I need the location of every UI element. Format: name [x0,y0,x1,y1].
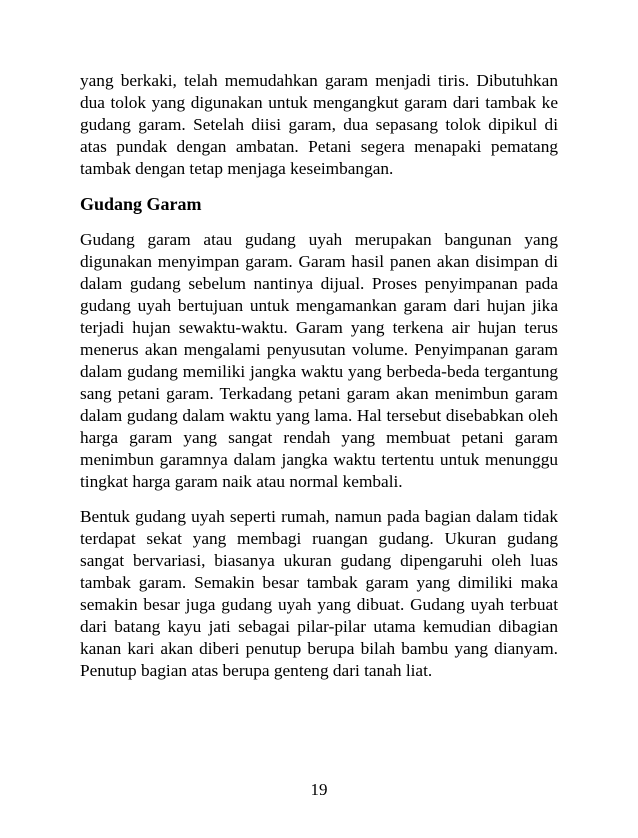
paragraph-bentuk-gudang: Bentuk gudang uyah seperti rumah, namun pada bagian dalam tidak terdapat sekat yang membagi ruangan gudang. Ukuran gudang sangat bervariasi, biasanya ukuran gudang dipengaruhi oleh luas tambak garam. Semakin besar tambak garam yang dimiliki maka semakin besar juga gudang uyah yang dibuat. Gudang uyah terbuat dari batang kayu jati sebagai pilar-pilar utama kemudian dibagian kanan kari akan diberi penutup berupa bilah bambu yang dianyam. Penutup bagian atas berupa genteng dari tanah liat. [80,507,558,680]
page-body [80,70,558,695]
paragraph-intro: yang berkaki, telah memudahkan garam menjadi tiris. Dibutuhkan dua tolok yang digunakan untuk mengangkut garam dari tambak ke gudang garam. Setelah diisi garam, dua sepasang tolok dipikul di atas pundak dengan ambatan. Petani segera menapaki pematang tambak dengan tetap menjaga keseimbangan. [80,71,558,178]
page-number: 19 [310,780,328,799]
section-heading: Gudang Garam [80,194,202,214]
paragraph-gudang-garam: Gudang garam atau gudang uyah merupakan bangunan yang digunakan menyimpan garam. Garam hasil panen akan disimpan di dalam gudang sebelum nantinya dijual. Proses penyimpanan pada gudang uyah bertujuan untuk mengamankan garam dari hujan jika terjadi hujan sewaktu-waktu. Garam yang terkena air hujan terus menerus akan mengalami penyusutan volume. Penyimpanan garam dalam gudang memiliki jangka waktu yang berbeda-beda tergantung sang petani garam. Terkadang petani garam akan menimbun garam dalam gudang dalam waktu yang lama. Hal tersebut disebabkan oleh harga garam yang sangat rendah yang membuat petani garam menimbun garamnya dalam jangka waktu tertentu untuk menunggu tingkat harga garam naik atau normal kembali. [80,230,558,491]
